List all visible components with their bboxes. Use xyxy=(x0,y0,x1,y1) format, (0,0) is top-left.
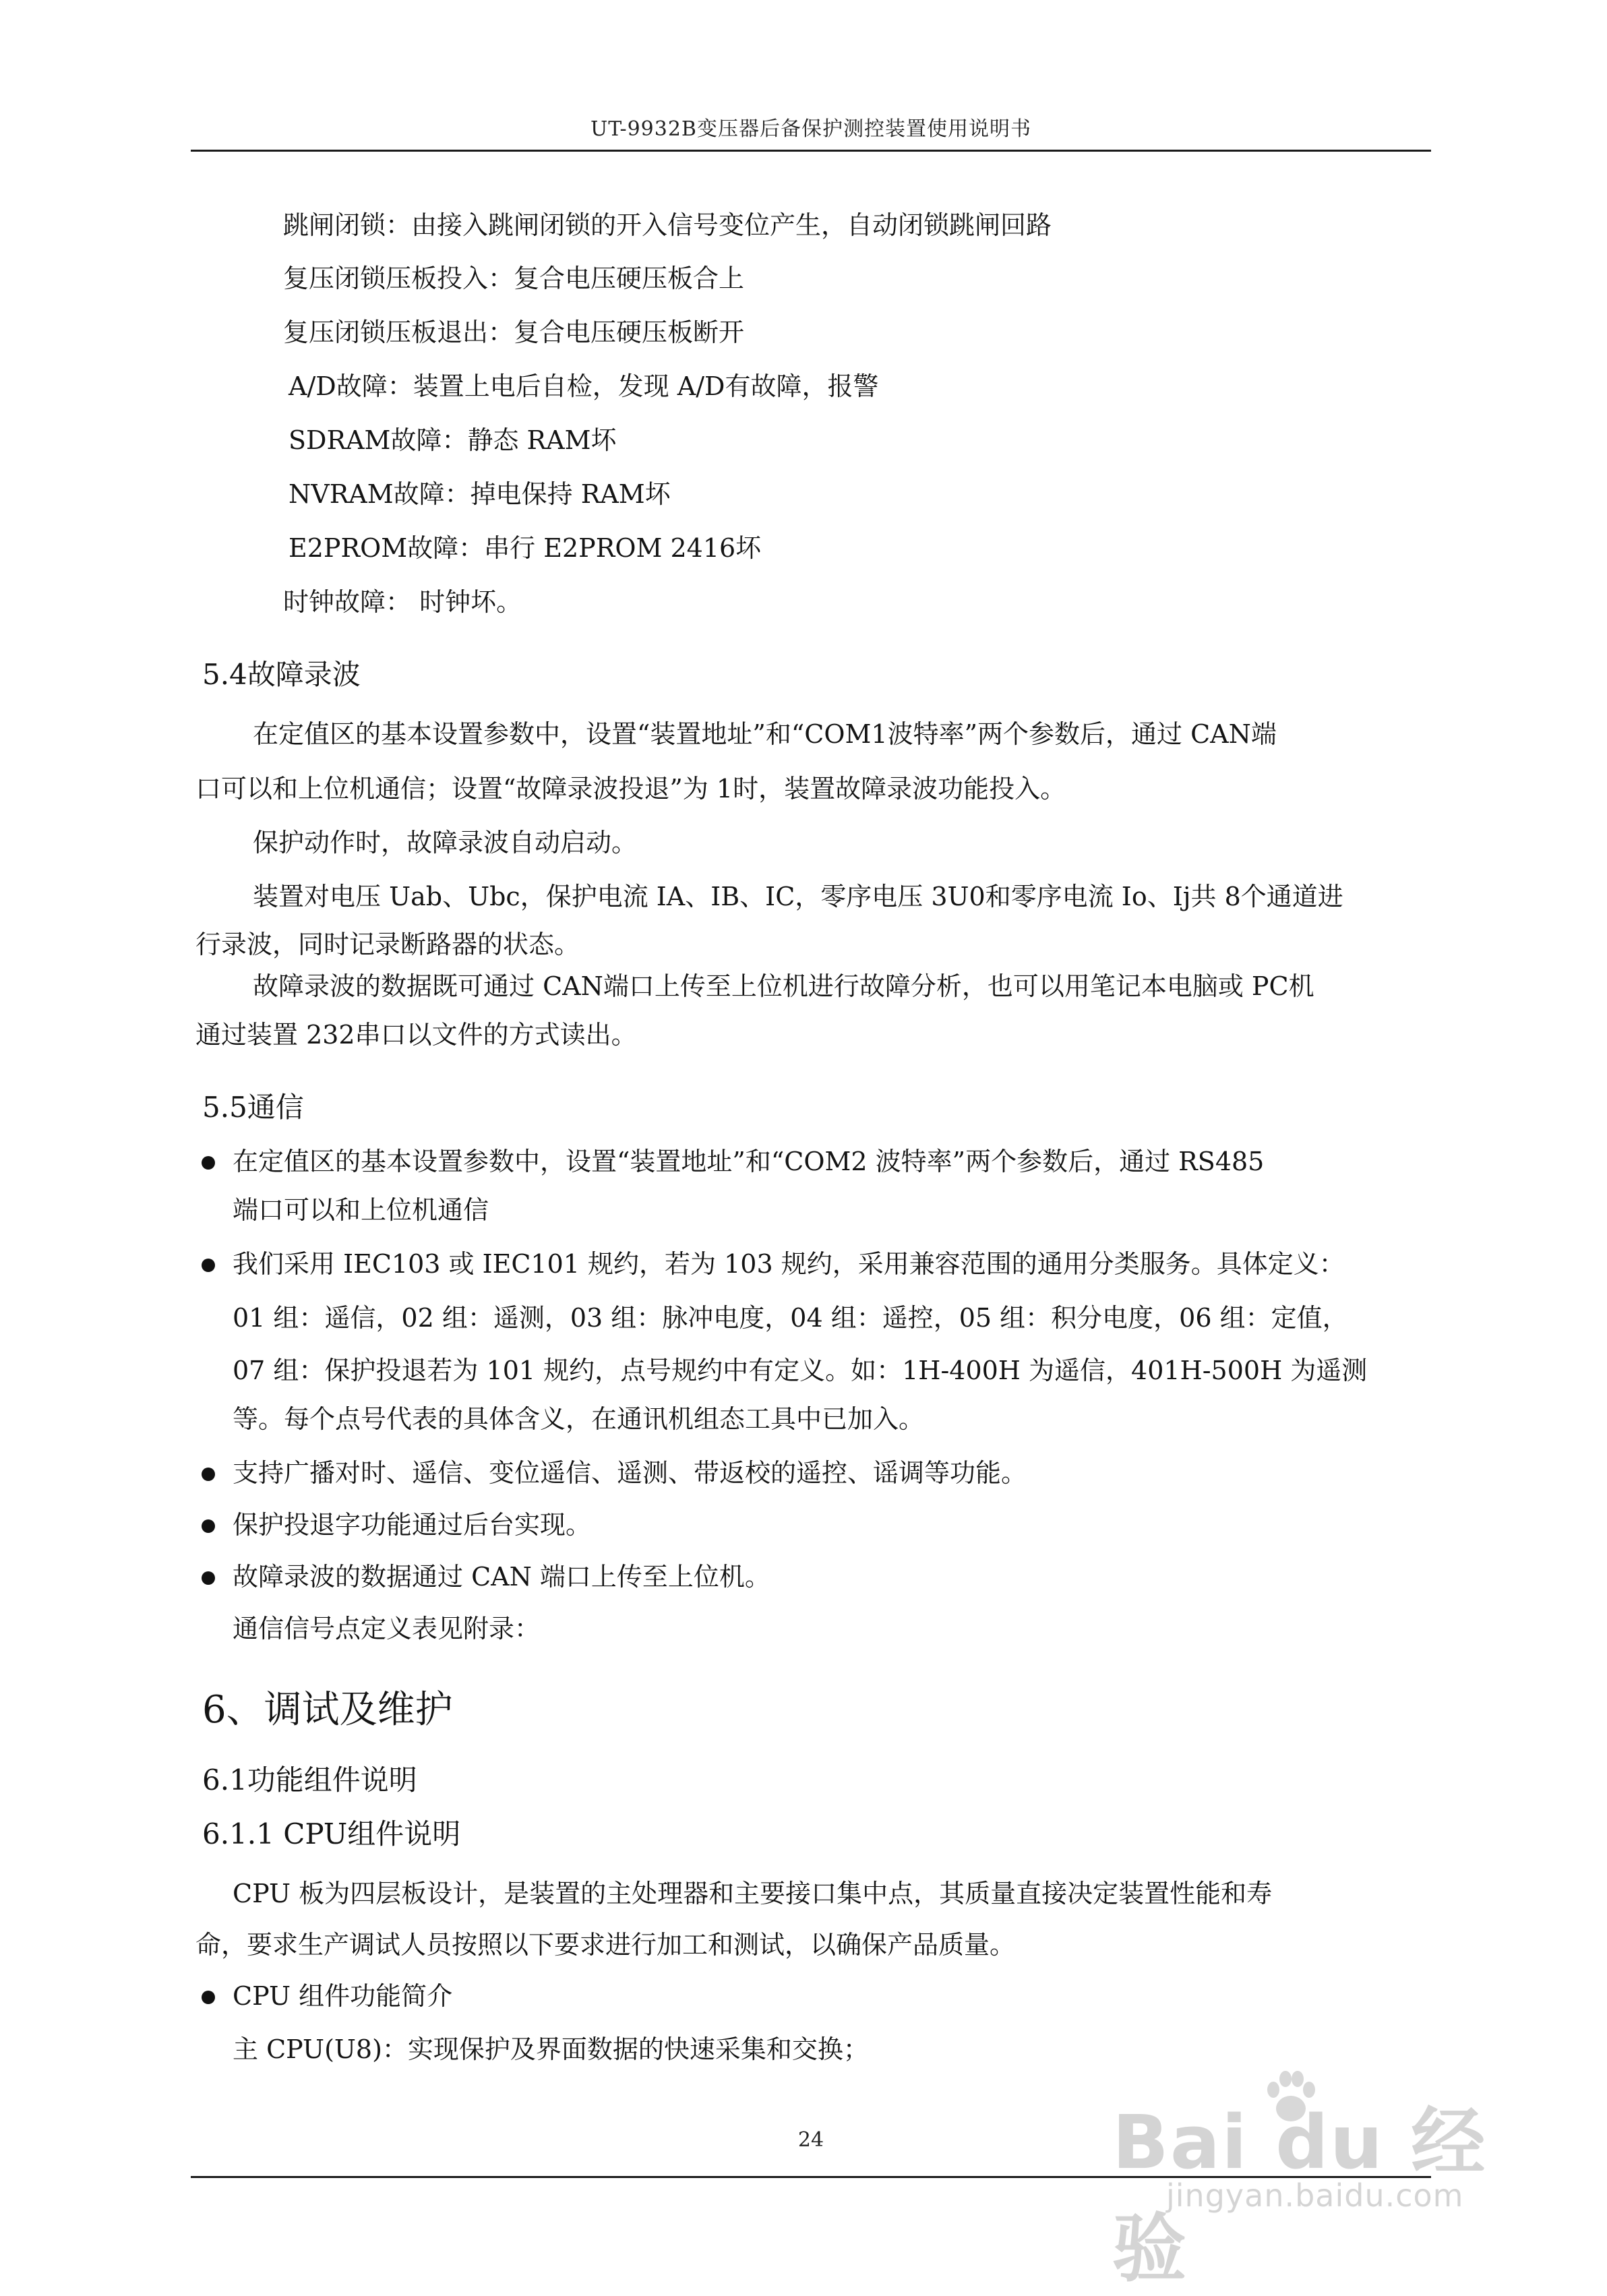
bullet-line: 01 组：遥信，02 组：遥测，03 组：脉冲电度，04 组：遥控，05 组：积分电度，06 组：定值， xyxy=(233,1303,1348,1333)
section-heading-6-1: 6.1功能组件说明 xyxy=(202,1763,417,1796)
paragraph-line: 通信信号点定义表见附录： xyxy=(233,1614,541,1643)
bullet-line: 等。每个点号代表的具体含义，在通讯机组态工具中已加入。 xyxy=(233,1404,925,1434)
baidu-jingyan-watermark xyxy=(1112,2063,1530,2292)
bullet-dot xyxy=(202,1571,215,1585)
paragraph-line: 命，要求生产调试人员按照以下要求进行加工和测试，以确保产品质量。 xyxy=(195,1930,1016,1960)
section-heading-5-4: 5.4故障录波 xyxy=(202,658,361,691)
alarm-line: 复压闭锁压板投入：复合电压硬压板合上 xyxy=(283,264,745,293)
page-number: 24 xyxy=(797,2128,824,2152)
section-heading-5-5: 5.5通信 xyxy=(202,1091,304,1124)
bullet-dot xyxy=(202,1519,215,1533)
chapter-heading-6: 6、调试及维护 xyxy=(202,1688,453,1732)
bullet-line: CPU 组件功能简介 xyxy=(233,1981,453,2011)
bullet-dot xyxy=(202,1991,215,2004)
paragraph-line: 行录波，同时记录断路器的状态。 xyxy=(195,930,580,959)
watermark-url: jingyan.baidu.com xyxy=(1166,2177,1464,2214)
alarm-line: 复压闭锁压板退出：复合电压硬压板断开 xyxy=(283,318,745,347)
alarm-line: NVRAM故障：掉电保持 RAM坏 xyxy=(289,479,671,509)
bullet-line: 我们采用 IEC103 或 IEC101 规约，若为 103 规约，采用兼容范围的通用分类服务。具体定义： xyxy=(233,1249,1345,1279)
bullet-dot xyxy=(202,1468,215,1481)
section-heading-6-1-1: 6.1.1 CPU组件说明 xyxy=(202,1817,461,1850)
paragraph-line: 保护动作时，故障录波自动启动。 xyxy=(253,828,638,857)
alarm-line: E2PROM故障：串行 E2PROM 2416坏 xyxy=(289,533,762,563)
bullet-line: 支持广播对时、遥信、变位遥信、遥测、带返校的遥控、谣调等功能。 xyxy=(233,1458,1027,1488)
paragraph-line: 通过装置 232串口以文件的方式读出。 xyxy=(195,1020,637,1050)
watermark-brand: Bai du 经验 xyxy=(1112,2099,1487,2292)
paragraph-line: 口可以和上位机通信；设置“故障录波投退”为 1时，装置故障录波功能投入。 xyxy=(195,774,1066,804)
bullet-dot xyxy=(202,1156,215,1170)
paragraph-line: 故障录波的数据既可通过 CAN端口上传至上位机进行故障分析，也可以用笔记本电脑或 PC机 xyxy=(253,971,1314,1001)
bullet-line: 保护投退字功能通过后台实现。 xyxy=(233,1510,592,1540)
alarm-line: A/D故障：装置上电后自检，发现 A/D有故障，报警 xyxy=(289,371,879,401)
alarm-line: 跳闸闭锁：由接入跳闸闭锁的开入信号变位产生，自动闭锁跳闸回路 xyxy=(283,210,1052,240)
bullet-line: 07 组：保护投退若为 101 规约，点号规约中有定义。如：1H-400H 为遥信，401H-500H 为遥测 xyxy=(233,1356,1368,1385)
alarm-line: 时钟故障： 时钟坏。 xyxy=(283,587,522,617)
paragraph-line: 主 CPU(U8)：实现保护及界面数据的快速采集和交换； xyxy=(233,2034,869,2064)
bullet-line: 故障录波的数据通过 CAN 端口上传至上位机。 xyxy=(233,1562,770,1592)
paragraph-line: 在定值区的基本设置参数中，设置“装置地址”和“COM1波特率”两个参数后，通过 CAN端 xyxy=(253,719,1277,749)
alarm-line: SDRAM故障：静态 RAM坏 xyxy=(289,425,617,455)
paragraph-line: CPU 板为四层板设计，是装置的主处理器和主要接口集中点，其质量直接决定装置性能和寿 xyxy=(233,1879,1273,1908)
document-header-title: UT-9932B变压器后备保护测控装置使用说明书 xyxy=(590,117,1031,141)
bullet-line: 端口可以和上位机通信 xyxy=(233,1195,489,1225)
bullet-line: 在定值区的基本设置参数中，设置“装置地址”和“COM2 波特率”两个参数后，通过 RS485 xyxy=(233,1147,1265,1176)
paragraph-line: 装置对电压 Uab、Ubc，保护电流 IA、IB、IC，零序电压 3U0和零序电流 Io、Ij共 8个通道进 xyxy=(253,882,1343,911)
bullet-dot xyxy=(202,1259,215,1272)
header-rule xyxy=(191,150,1431,152)
